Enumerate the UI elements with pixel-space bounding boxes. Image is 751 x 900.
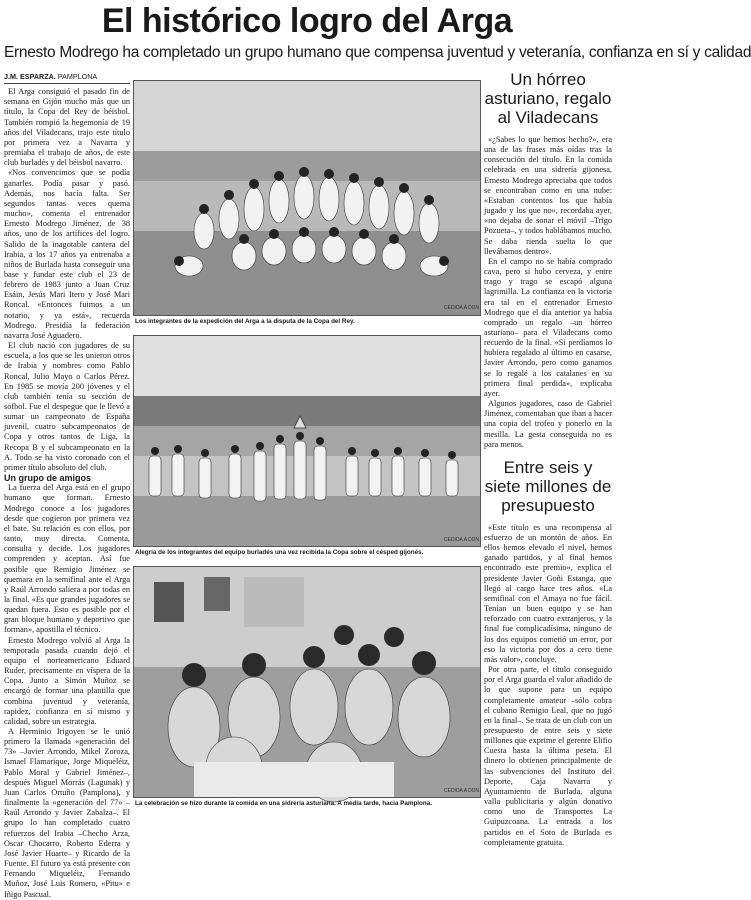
photo-credit: CEDIDA A DDN <box>444 788 480 794</box>
left-paragraph: El Arga consiguió el pasado fin de semana en Gijón mucho más que un título, la Copa del Rey de béisbol. También rompió la hegemonía de 19 años del Viladecans, trajo este título por primera vez a Navarra y premiaba el trabajo de años, de este club burladés y del béisbol navarro. <box>4 87 130 168</box>
right-paragraph: «Este título es una recompensa al esfuerzo de un montón de años. En ellos hemos elevado el nivel, hemos ganado partidos, y al final hemos encontrado este premio», explica el presidente Javier Goñi Estanga, que llegó al cargo hace tres años. «La semifinal con el Amaya no fue fácil. Tenían un buen equipo y se han reforzado con cuatro extranjeros, y la final fue complicadísima, ninguno de los dos equipos cometió un error, por eso la victoria por dos a cero tiene más valor», concluye. <box>484 522 612 664</box>
right-paragraph: Por otra parte, el título conseguido por el Arga guarda el valor añadido de lo que supone para un equipo completamente amateur –sólo cobra el cubano Remigio Leal, que no jugó en la final–. Se trata de un club con un presupuesto de entre seis y siete millones que exprime el gerente Elifio Cuesta hasta la última peseta. El dinero lo obtienen principalmente de las subvenciones del Instituto del Deporte, Caja Navarra y Ayuntamiento de Burlada, alguna valla publicitaria y algún donativo como uno de Transportes La Guipuzcoana. La entrada a los partidos en el Soto de Burlada es completamente gratuita. <box>484 665 612 847</box>
team-photo <box>133 80 481 316</box>
right-paragraph: Algunos jugadores, caso de Gabriel Jiménez, comentaban que iban a hacer una copia del trofeo y ponerlo en la mesilla. La gesta conseguida no es para menos. <box>484 399 612 449</box>
restaurant-photo <box>133 566 481 798</box>
photo-credit: CEDIDA A DDN <box>444 537 480 543</box>
photo-caption: Alegría de los integrantes del equipo burladés una vez recibida la Copa sobre el césped gijonés. <box>135 549 424 556</box>
photo-caption: La celebración se hizo durante la comida en una sidrería asturiana. A media tarde, hacia Pamplona. <box>135 800 432 807</box>
section-subtitle: Un grupo de amigos <box>4 473 92 484</box>
left-paragraph: La fuerza del Arga está en el grupo humano que forman. Ernesto Modrego conoce a los jugadores desde que cogieron por primera vez el bate. Su relación es con ellos, por tanto, muy directa. Comenta, consulta y decide. Los jugadores comprenden y aceptan. Así fue posible que Remigio Jiménez se quemara en la semifinal ante el Arga y Raúl Arrondo saliera a por todas en la final. «Es que grandes jugadores se quedan fuera. Esto es posible por el gran bloque humano y deportivo que forman», apostilla el técnico. <box>4 483 130 635</box>
left-column <box>4 72 130 900</box>
byline <box>4 72 130 84</box>
celebration-photo-image <box>134 336 480 546</box>
headline: El histórico logro del Arga <box>101 2 513 40</box>
restaurant-photo-image <box>134 567 480 797</box>
photo-credit: CEDIDA A DDN <box>444 305 480 311</box>
celebration-photo <box>133 335 481 547</box>
right-column <box>484 70 612 848</box>
sidebar-heading: Un hórreo asturiano, regalo al Viladecans <box>484 70 612 127</box>
left-paragraph: «Nos convencimos que se podía ganarles. Podía pasar y pasó. Además, nos hacía falta. Ser segundos tantas veces quema mucho», comenta el entrenador Ernesto Modrego Jiménez, de 38 años, uno de los artífices del logro. Salido de la inagotable cantera del Irabia, a los 17 años ya entrenaba a niños de Burlada hasta conseguir una base y fundar este club el 23 de febrero de 1983 junto a Juan Cruz Esáin, Jesús Mari Itero y José Mari Roncal. «Entonces fuimos a un notario, y ya está», recuerda Modrego. Presidía la federación navarra José Aguadero. <box>4 168 130 340</box>
right-paragraph: «¿Sabes lo que hemos hecho?», era una de las frases más oídas tras la consecución del título. En la comida celebrada en una sidrería gijonesa, Ernesto Modrego apreciaba que todos se encontraban como en una nube: «Estaban contentos los que había jugado y los que no», recordaba ayer, «no dejaba de sonar el móvil –Trigo Pozueta–, y todos hablábamos mucho. Se daba rienda suelta lo que llevábamos dentro». <box>484 135 612 256</box>
subheadline: Ernesto Modrego ha completado un grupo humano que compensa juventud y veteranía, confianza en sí y calidad <box>4 44 751 61</box>
byline-author: J.M. ESPARZA. <box>4 72 56 81</box>
left-paragraph: Ernesto Modrego volvió al Arga la temporada pasada cuando dejó el equipo el norteamericano Eduard Ruder, precisamente en víspera de la Copa. Junto a Simón Muñoz se encargó de formar una plantilla que combina juventud y veteranía, rapidez, confianza en sí mismo y calidad, sobre un estrategia. <box>4 635 130 726</box>
byline-place: PAMPLONA <box>57 72 98 81</box>
left-paragraph: El club nació con jugadores de su escuela, a los que se les unieron otros de Irabia y nombres como Pablo Roncal, Julio Mayo o Carlos Pérez. En 1985 se movía 200 jóvenes y el club también tenía su sección de sofbol. Fue el despegue que le llevó a sumar un campeonato de España juvenil, cuatro subcampeonatos de Copa y otros tantos de Liga, la Recopa B y el subcampeonato en la A. Todo se ha visto coronado con el primer título absoluto del club. <box>4 341 130 472</box>
photo-caption: Los integrantes de la expedición del Arga a la disputa de la Copa del Rey. <box>135 318 355 325</box>
right-paragraph: En el campo no se había comprado cava, pero sí hubo cerveza, y entre trago y trago se escapó alguna lagrimilla. La confianza en la victoria era tal en el entrenador Ernesto Modrego que el día anterior ya había comprado un regalo –un hórreo asturiano– para el Viladecans como recuerdo de la final. «Si perdíamos lo hubiera regalado al último en casarse, Javier Arrondo, pero como ganamos se lo regalé a los catalanes en su primera final perdida», explicaba ayer. <box>484 256 612 398</box>
sidebar-heading: Entre seis y siete millones de presupuesto <box>484 457 612 515</box>
left-paragraph: A Herminio Irigoyen se le unió primero la llamada «generación del 73» –Javier Arrondo, Mikel Zoroza, Ismael Flamarique, Jorge Miqueléiz, Pablo Moral y Gabriel Jiménez–, después Miguel Morrás (Lagunak) y Juan Carlos Ortuño (Pamplona), y finalmente la «generación del 77» –Raúl Arrondo y Javier Zabalza–. El grupo lo han completado cuatro refuerzos del Irabia –Checho Arza, Oscar Chocarro, Roberto Ederra y José Javier Huarte– y Ricardo de la Fuente. El futuro ya está presente con Fernando Miqueléiz, Fernando Muñoz, José Luis Romero, «Pitu» e Iñigo Pascual. <box>4 727 130 899</box>
team-photo-image <box>134 81 480 315</box>
